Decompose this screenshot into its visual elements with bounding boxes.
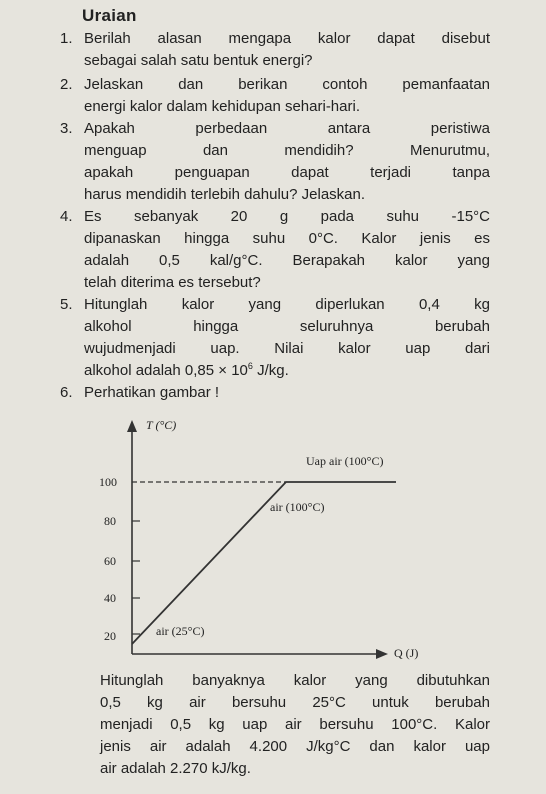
question-line: alkohol hingga seluruhnya berubah	[84, 318, 490, 335]
question-line: Jelaskan dan berikan contoh pemanfaatan	[84, 76, 490, 93]
question-6-text	[100, 670, 490, 780]
question-line: Hitunglah banyaknya kalor yang dibutuhkan	[100, 672, 490, 689]
question-number: 1.	[60, 30, 73, 47]
y-axis-label: T (°C)	[146, 418, 177, 432]
question-number: 4.	[60, 208, 73, 225]
temperature-heat-graph	[96, 416, 426, 666]
y-tick-label: 40	[104, 591, 116, 605]
question-5	[60, 294, 490, 382]
question-number: 2.	[60, 76, 73, 93]
question-line: sebagai salah satu bentuk energi?	[84, 52, 313, 69]
question-number: 3.	[60, 120, 73, 137]
y-axis-arrow	[127, 420, 137, 432]
question-3	[60, 118, 490, 206]
question-number: 5.	[60, 296, 73, 313]
y-tick-label: 60	[104, 554, 116, 568]
question-line: Hitunglah kalor yang diperlukan 0,4 kg	[84, 296, 490, 313]
question-text: alkohol adalah 0,85 × 10	[84, 362, 248, 379]
question-line: Perhatikan gambar !	[84, 384, 220, 401]
question-line: menjadi 0,5 kg uap air bersuhu 100°C. Kalor	[100, 716, 490, 733]
question-4	[60, 206, 490, 294]
question-1	[60, 28, 490, 72]
question-line: telah diterima es tersebut?	[84, 274, 261, 291]
x-axis-label: Q (J)	[394, 646, 419, 660]
section-heading: Uraian	[82, 6, 137, 25]
question-2	[60, 74, 490, 118]
y-tick-label: 20	[104, 629, 116, 643]
x-axis-arrow	[376, 649, 388, 659]
question-line: harus mendidih terlebih dahulu? Jelaskan.	[84, 186, 366, 203]
label-air-100: air (100°C)	[270, 500, 325, 514]
question-line: dipanaskan hingga suhu 0°C. Kalor jenis es	[84, 230, 490, 247]
question-line: adalah 0,5 kal/g°C. Berapakah kalor yang	[84, 252, 490, 269]
label-uap-air: Uap air (100°C)	[306, 454, 384, 468]
question-line: apakah penguapan dapat terjadi tanpa	[84, 164, 490, 181]
label-air-25: air (25°C)	[156, 624, 205, 638]
question-line: Es sebanyak 20 g pada suhu -15°C	[84, 208, 490, 225]
heating-curve	[132, 482, 396, 644]
question-line: menguap dan mendidih? Menurutmu,	[84, 142, 490, 159]
exponent: 6	[247, 361, 253, 371]
question-line	[84, 360, 490, 382]
question-line: Apakah perbedaan antara peristiwa	[84, 120, 490, 137]
question-line: air adalah 2.270 kJ/kg.	[100, 760, 251, 777]
question-number: 6.	[60, 384, 73, 401]
question-6	[60, 382, 490, 404]
question-line: wujudmenjadi uap. Nilai kalor uap dari	[84, 340, 490, 357]
question-line: 0,5 kg air bersuhu 25°C untuk berubah	[100, 694, 490, 711]
question-line: energi kalor dalam kehidupan sehari-hari.	[84, 98, 360, 115]
question-text: J/kg.	[252, 362, 289, 379]
y-tick-label: 100	[99, 475, 117, 489]
question-line: Berilah alasan mengapa kalor dapat disebut	[84, 30, 490, 47]
y-tick-label: 80	[104, 514, 116, 528]
question-line: jenis air adalah 4.200 J/kg°C dan kalor uap	[100, 738, 490, 755]
